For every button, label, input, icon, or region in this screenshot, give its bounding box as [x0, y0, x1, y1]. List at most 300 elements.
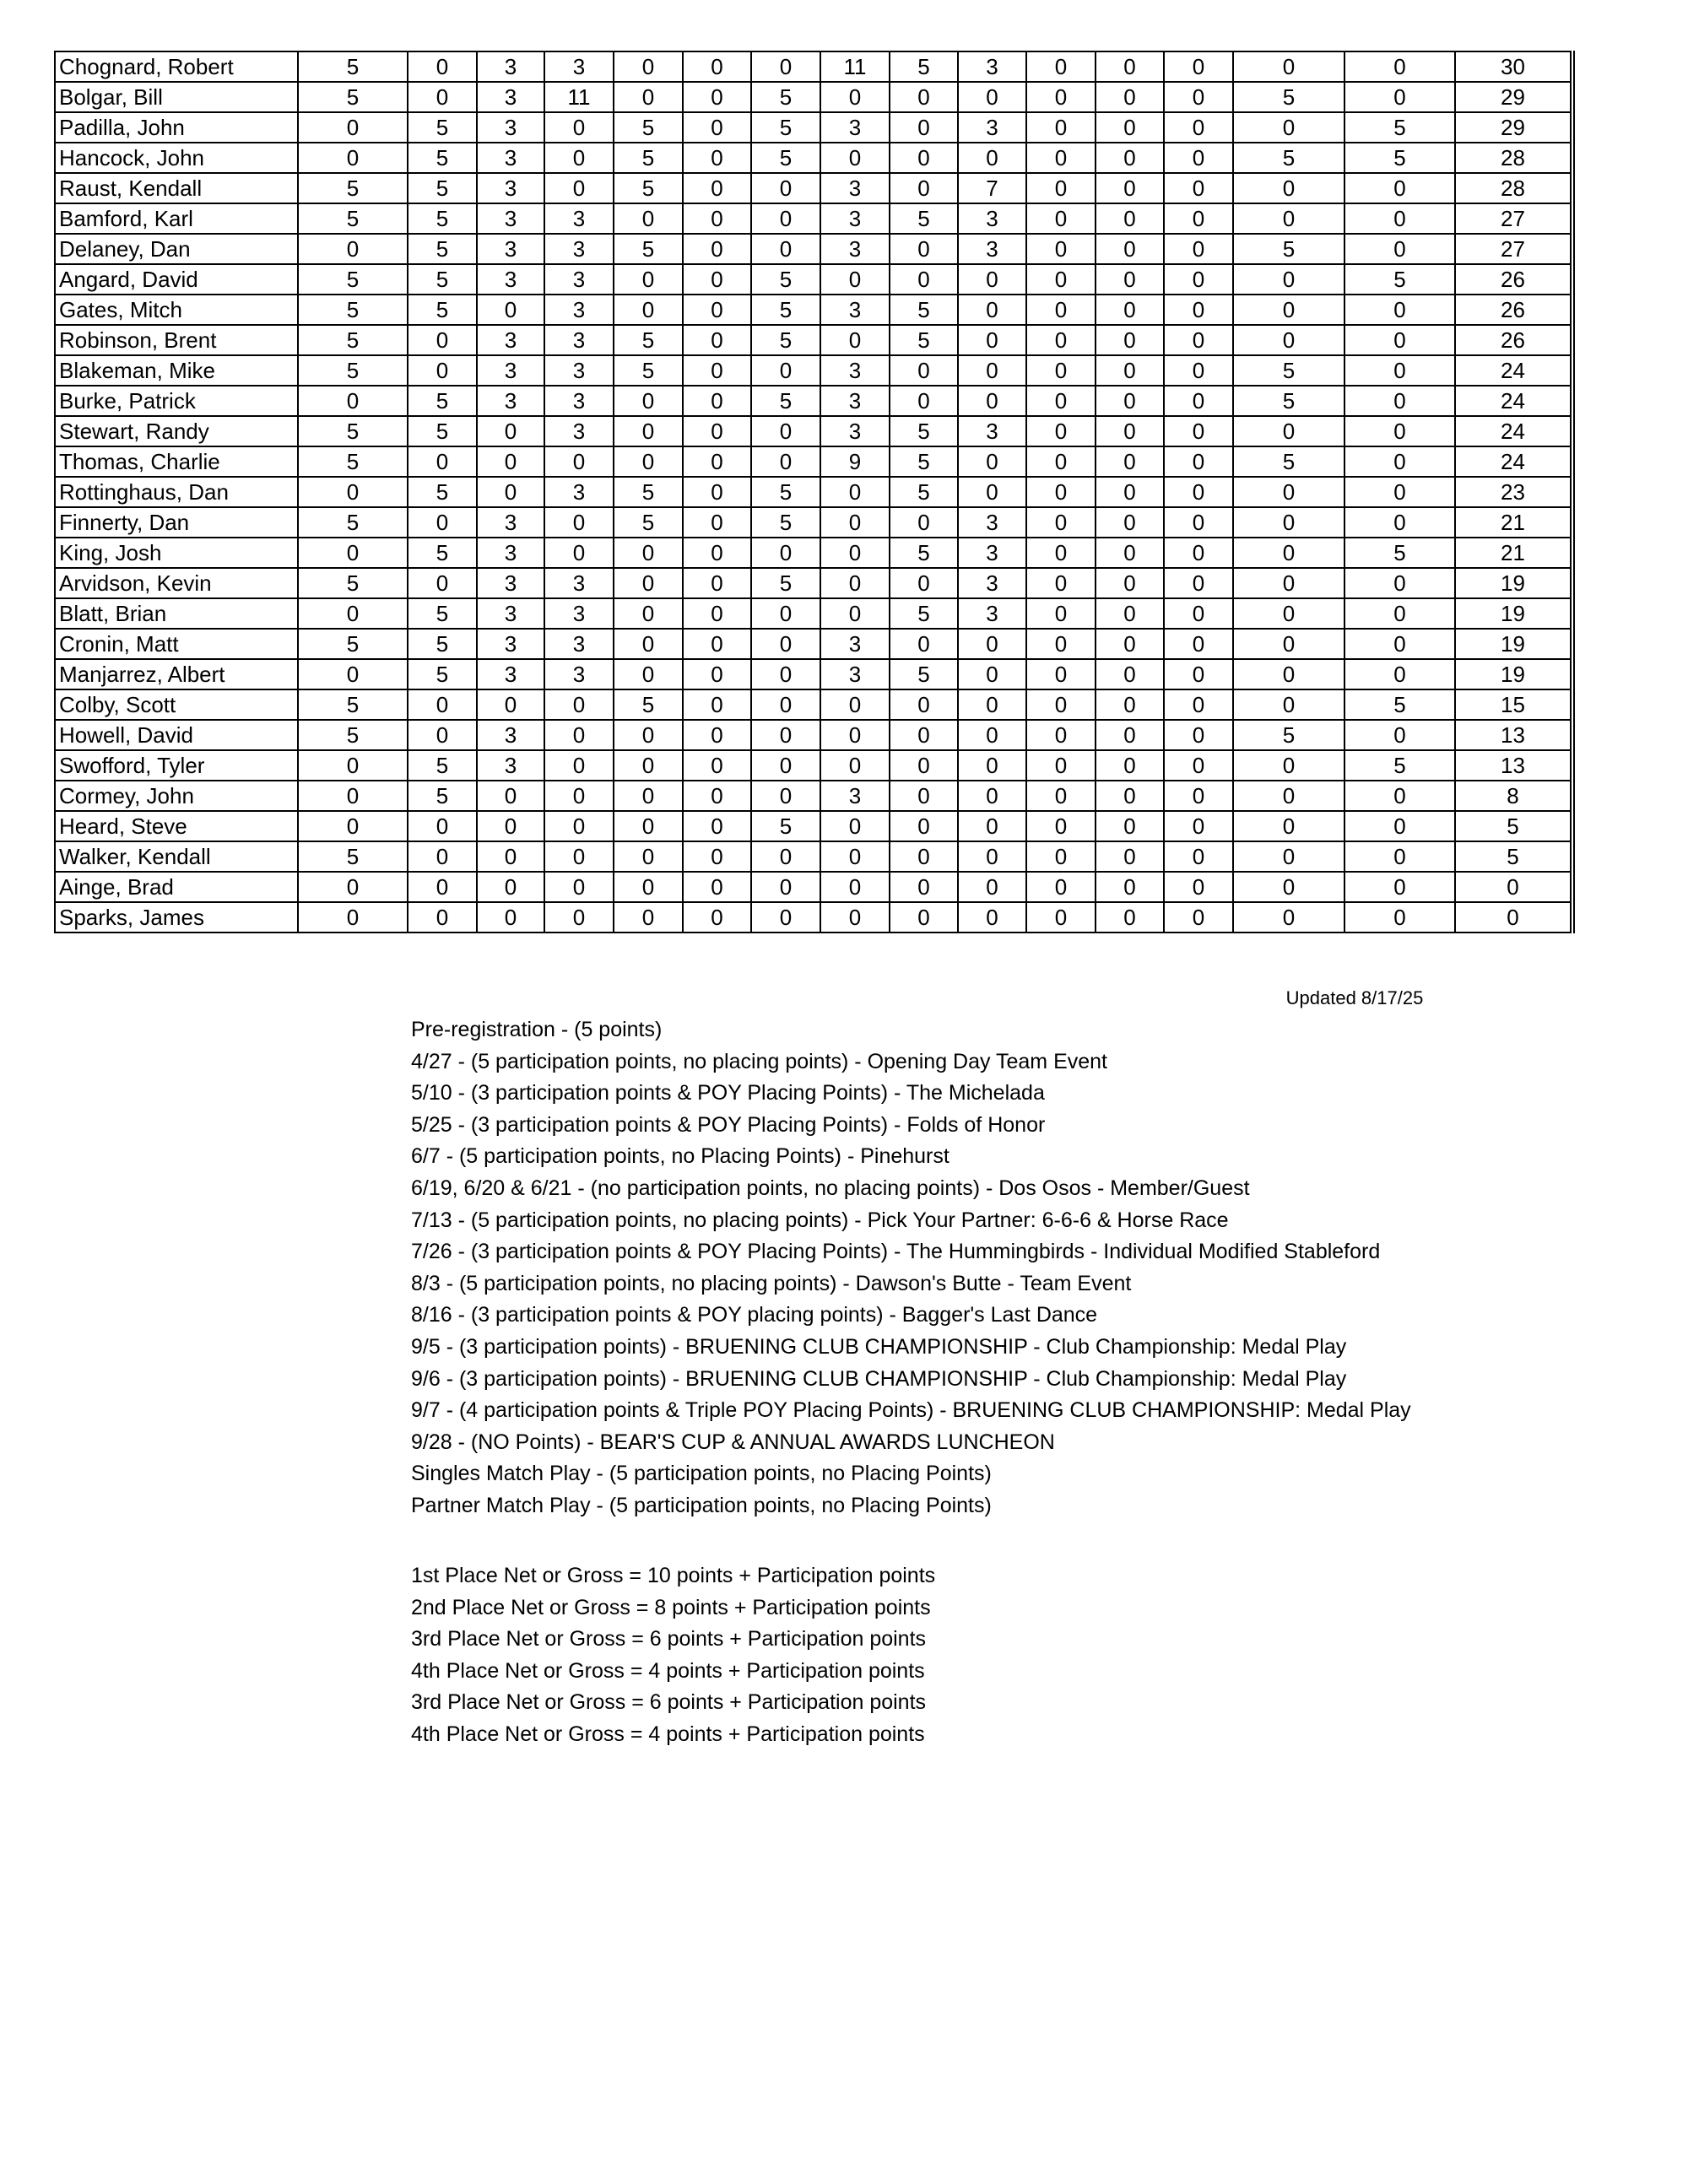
event-points-cell: 5: [1233, 143, 1344, 173]
updated-date-note: Updated 8/17/25: [1285, 987, 1424, 1008]
event-points-cell: 3: [477, 355, 544, 386]
event-points-cell: 0: [683, 811, 751, 841]
event-points-cell: 0: [1096, 295, 1164, 325]
event-points-cell: 0: [1164, 538, 1233, 568]
event-points-cell: 0: [1164, 82, 1233, 112]
event-points-cell: 0: [614, 295, 683, 325]
table-row: [55, 659, 1572, 689]
event-points-cell: 0: [1096, 325, 1164, 355]
total-points-cell: 19: [1455, 598, 1572, 629]
event-points-cell: 3: [544, 386, 614, 416]
event-points-cell: 5: [890, 51, 958, 82]
event-points-cell: 0: [1233, 689, 1344, 720]
event-points-cell: 3: [544, 568, 614, 598]
table-row: [55, 264, 1572, 295]
event-points-cell: 0: [683, 173, 751, 203]
event-points-cell: 0: [958, 659, 1026, 689]
event-points-cell: 0: [958, 446, 1026, 477]
event-points-cell: 0: [958, 325, 1026, 355]
event-points-cell: 0: [1233, 416, 1344, 446]
player-name-cell: Heard, Steve: [55, 811, 298, 841]
event-points-cell: 5: [890, 325, 958, 355]
event-points-cell: 3: [820, 112, 890, 143]
event-points-cell: 5: [408, 659, 477, 689]
event-points-cell: 0: [890, 82, 958, 112]
event-points-cell: 0: [1164, 902, 1233, 933]
event-points-cell: 3: [477, 720, 544, 750]
event-points-cell: 5: [614, 173, 683, 203]
event-points-cell: 5: [890, 659, 958, 689]
event-points-cell: 5: [298, 325, 408, 355]
event-points-cell: 0: [751, 720, 820, 750]
event-points-cell: 3: [477, 538, 544, 568]
event-points-cell: 0: [1344, 416, 1455, 446]
event-points-cell: 5: [298, 841, 408, 872]
player-name-cell: Hancock, John: [55, 143, 298, 173]
event-points-cell: 5: [298, 82, 408, 112]
total-points-cell: 19: [1455, 568, 1572, 598]
player-name-cell: Burke, Patrick: [55, 386, 298, 416]
event-points-cell: 0: [298, 477, 408, 507]
event-points-cell: 0: [820, 750, 890, 781]
event-points-cell: 3: [544, 598, 614, 629]
event-points-cell: 3: [958, 538, 1026, 568]
event-points-cell: 5: [408, 295, 477, 325]
event-points-cell: 0: [1233, 264, 1344, 295]
event-points-cell: 5: [890, 203, 958, 234]
event-points-cell: 3: [544, 234, 614, 264]
event-points-cell: 0: [1026, 477, 1096, 507]
event-points-cell: 0: [958, 82, 1026, 112]
event-points-cell: 0: [683, 143, 751, 173]
event-points-cell: 0: [1026, 841, 1096, 872]
event-points-cell: 0: [820, 872, 890, 902]
standings-table: [54, 51, 1575, 933]
event-points-cell: 3: [544, 659, 614, 689]
event-points-cell: 0: [298, 750, 408, 781]
table-row: [55, 568, 1572, 598]
event-points-cell: 5: [1344, 750, 1455, 781]
event-points-cell: 0: [751, 598, 820, 629]
total-points-cell: 19: [1455, 629, 1572, 659]
event-points-cell: 0: [683, 325, 751, 355]
event-points-cell: 3: [958, 203, 1026, 234]
event-points-cell: 5: [751, 811, 820, 841]
table-row: [55, 872, 1572, 902]
event-points-cell: 5: [890, 446, 958, 477]
event-schedule-item: 7/13 - (5 participation points, no placing points) - Pick Your Partner: 6-6-6 & Horse Race: [411, 1208, 1229, 1232]
event-points-cell: 0: [544, 811, 614, 841]
event-points-cell: 0: [544, 112, 614, 143]
event-points-cell: 0: [683, 538, 751, 568]
event-points-cell: 0: [1096, 720, 1164, 750]
event-points-cell: 5: [1233, 234, 1344, 264]
event-points-cell: 0: [1233, 750, 1344, 781]
event-points-cell: 0: [298, 112, 408, 143]
event-points-cell: 3: [820, 629, 890, 659]
event-points-cell: 0: [1233, 173, 1344, 203]
event-points-cell: 0: [958, 781, 1026, 811]
event-points-cell: 0: [1164, 416, 1233, 446]
table-row: [55, 203, 1572, 234]
event-points-cell: 3: [958, 234, 1026, 264]
placing-points-list: [411, 1560, 935, 1751]
event-points-cell: 0: [1233, 568, 1344, 598]
event-points-cell: 0: [614, 51, 683, 82]
event-points-cell: 0: [408, 872, 477, 902]
event-points-cell: 0: [1026, 173, 1096, 203]
event-points-cell: 0: [683, 416, 751, 446]
table-row: [55, 689, 1572, 720]
event-points-cell: 0: [1233, 325, 1344, 355]
event-points-cell: 0: [1164, 781, 1233, 811]
table-row: [55, 811, 1572, 841]
event-points-cell: 0: [1096, 416, 1164, 446]
event-points-cell: 0: [890, 234, 958, 264]
table-row: [55, 720, 1572, 750]
standings-body: [55, 51, 1572, 933]
event-points-cell: 0: [1096, 598, 1164, 629]
player-name-cell: Cormey, John: [55, 781, 298, 811]
event-points-cell: 3: [820, 355, 890, 386]
event-points-cell: 3: [958, 598, 1026, 629]
player-name-cell: Walker, Kendall: [55, 841, 298, 872]
placing-points-item: 2nd Place Net or Gross = 8 points + Participation points: [411, 1595, 931, 1619]
event-points-cell: 5: [890, 598, 958, 629]
event-points-cell: 0: [408, 568, 477, 598]
event-points-cell: 0: [751, 355, 820, 386]
event-points-cell: 0: [1026, 416, 1096, 446]
event-points-cell: 0: [1233, 203, 1344, 234]
event-points-cell: 0: [1344, 659, 1455, 689]
player-name-cell: Colby, Scott: [55, 689, 298, 720]
placing-points-item: 4th Place Net or Gross = 4 points + Participation points: [411, 1658, 925, 1683]
event-points-cell: 0: [477, 902, 544, 933]
event-points-cell: 3: [477, 386, 544, 416]
player-name-cell: Padilla, John: [55, 112, 298, 143]
event-points-cell: 0: [751, 750, 820, 781]
event-schedule-item: 8/16 - (3 participation points & POY placing points) - Bagger's Last Dance: [411, 1303, 1098, 1327]
event-schedule-item: 4/27 - (5 participation points, no placing points) - Opening Day Team Event: [411, 1049, 1107, 1073]
event-points-cell: 0: [1164, 629, 1233, 659]
event-points-cell: 0: [890, 902, 958, 933]
event-points-cell: 0: [820, 325, 890, 355]
event-points-cell: 5: [1344, 264, 1455, 295]
event-points-cell: 0: [1344, 811, 1455, 841]
event-points-cell: 5: [751, 112, 820, 143]
event-points-cell: 0: [1233, 598, 1344, 629]
event-points-cell: 0: [751, 234, 820, 264]
event-points-cell: 0: [683, 446, 751, 477]
total-points-cell: 13: [1455, 720, 1572, 750]
event-points-cell: 0: [1096, 689, 1164, 720]
event-schedule-item: 8/3 - (5 participation points, no placing points) - Dawson's Butte - Team Event: [411, 1271, 1132, 1295]
event-points-cell: 0: [477, 872, 544, 902]
placing-points-item: 3rd Place Net or Gross = 6 points + Participation points: [411, 1690, 927, 1715]
event-points-cell: 0: [683, 689, 751, 720]
event-points-cell: 3: [477, 264, 544, 295]
event-points-cell: 0: [1344, 629, 1455, 659]
event-points-cell: 0: [1164, 325, 1233, 355]
event-points-cell: 0: [683, 841, 751, 872]
event-points-cell: 0: [683, 477, 751, 507]
event-points-cell: 3: [477, 112, 544, 143]
event-points-cell: 0: [683, 51, 751, 82]
event-points-cell: 3: [544, 264, 614, 295]
event-points-cell: 0: [614, 598, 683, 629]
event-points-cell: 0: [1026, 112, 1096, 143]
event-points-cell: 0: [820, 902, 890, 933]
total-points-cell: 30: [1455, 51, 1572, 82]
event-points-cell: 5: [298, 203, 408, 234]
event-points-cell: 5: [408, 781, 477, 811]
player-name-cell: Ainge, Brad: [55, 872, 298, 902]
event-points-cell: 0: [958, 872, 1026, 902]
event-points-cell: 0: [1096, 811, 1164, 841]
event-points-cell: 0: [1026, 264, 1096, 295]
event-points-cell: 0: [408, 325, 477, 355]
event-points-cell: 0: [683, 234, 751, 264]
event-points-cell: 0: [1164, 689, 1233, 720]
event-points-cell: 0: [1026, 659, 1096, 689]
event-points-cell: 0: [1026, 446, 1096, 477]
event-points-cell: 0: [614, 264, 683, 295]
player-name-cell: Manjarrez, Albert: [55, 659, 298, 689]
event-points-cell: 0: [820, 82, 890, 112]
event-points-cell: 0: [1344, 841, 1455, 872]
event-points-cell: 0: [1096, 872, 1164, 902]
event-points-cell: 0: [298, 781, 408, 811]
event-points-cell: 0: [298, 659, 408, 689]
event-points-cell: 0: [820, 568, 890, 598]
total-points-cell: 5: [1455, 841, 1572, 872]
event-points-cell: 0: [544, 143, 614, 173]
event-points-cell: 0: [1344, 51, 1455, 82]
event-points-cell: 3: [544, 629, 614, 659]
event-points-cell: 5: [408, 477, 477, 507]
event-points-cell: 5: [408, 629, 477, 659]
event-schedule-item: 9/6 - (3 participation points) - BRUENING CLUB CHAMPIONSHIP - Club Championship: Medal Play: [411, 1366, 1347, 1391]
event-points-cell: 5: [408, 598, 477, 629]
event-points-cell: 3: [477, 750, 544, 781]
event-points-cell: 0: [1344, 446, 1455, 477]
event-points-cell: 0: [751, 629, 820, 659]
event-points-cell: 3: [544, 355, 614, 386]
event-points-cell: 0: [1164, 295, 1233, 325]
event-points-cell: 0: [544, 781, 614, 811]
event-points-cell: 0: [544, 720, 614, 750]
event-points-cell: 5: [298, 264, 408, 295]
event-points-cell: 5: [890, 538, 958, 568]
event-points-cell: 0: [614, 446, 683, 477]
event-points-cell: 0: [1096, 264, 1164, 295]
event-points-cell: 0: [614, 82, 683, 112]
event-points-cell: 0: [1026, 689, 1096, 720]
event-points-cell: 0: [1026, 295, 1096, 325]
event-schedule-item: 9/5 - (3 participation points) - BRUENING CLUB CHAMPIONSHIP - Club Championship: Medal Play: [411, 1334, 1347, 1359]
table-row: [55, 386, 1572, 416]
player-name-cell: Stewart, Randy: [55, 416, 298, 446]
event-points-cell: 0: [890, 689, 958, 720]
event-points-cell: 0: [751, 781, 820, 811]
event-points-cell: 5: [614, 689, 683, 720]
total-points-cell: 13: [1455, 750, 1572, 781]
event-points-cell: 0: [890, 507, 958, 538]
event-points-cell: 3: [958, 51, 1026, 82]
event-points-cell: 0: [820, 264, 890, 295]
table-row: [55, 629, 1572, 659]
player-name-cell: King, Josh: [55, 538, 298, 568]
event-points-cell: 5: [298, 173, 408, 203]
table-row: [55, 143, 1572, 173]
event-points-cell: 0: [614, 386, 683, 416]
event-points-cell: 0: [1026, 82, 1096, 112]
event-points-cell: 3: [477, 629, 544, 659]
event-points-cell: 0: [614, 781, 683, 811]
event-points-cell: 0: [683, 82, 751, 112]
event-points-cell: 0: [408, 720, 477, 750]
event-points-cell: 3: [477, 143, 544, 173]
total-points-cell: 27: [1455, 203, 1572, 234]
table-row: [55, 446, 1572, 477]
event-points-cell: 0: [1026, 51, 1096, 82]
event-points-cell: 0: [1344, 325, 1455, 355]
event-points-cell: 0: [1164, 507, 1233, 538]
event-points-cell: 0: [1233, 538, 1344, 568]
event-points-cell: 0: [751, 173, 820, 203]
event-points-cell: 0: [890, 720, 958, 750]
event-points-cell: 3: [544, 295, 614, 325]
event-points-cell: 0: [1164, 598, 1233, 629]
event-points-cell: 5: [1344, 112, 1455, 143]
event-schedule-item: 9/28 - (NO Points) - BEAR'S CUP & ANNUAL AWARDS LUNCHEON: [411, 1430, 1055, 1454]
event-points-cell: 0: [1344, 507, 1455, 538]
event-points-cell: 0: [890, 841, 958, 872]
event-schedule-item: 9/7 - (4 participation points & Triple POY Placing Points) - BRUENING CLUB CHAMPIONSHIP: Medal Play: [411, 1398, 1411, 1423]
event-points-cell: 0: [1344, 598, 1455, 629]
event-points-cell: 3: [477, 507, 544, 538]
event-points-cell: 0: [1164, 872, 1233, 902]
total-points-cell: 0: [1455, 872, 1572, 902]
event-points-cell: 0: [958, 386, 1026, 416]
event-points-cell: 0: [1096, 659, 1164, 689]
event-points-cell: 0: [890, 386, 958, 416]
table-row: [55, 902, 1572, 933]
event-points-cell: 0: [958, 689, 1026, 720]
event-points-cell: 0: [751, 416, 820, 446]
total-points-cell: 29: [1455, 112, 1572, 143]
event-points-cell: 0: [820, 811, 890, 841]
event-points-cell: 0: [1096, 750, 1164, 781]
event-points-cell: 5: [1344, 143, 1455, 173]
total-points-cell: 21: [1455, 538, 1572, 568]
event-points-cell: 0: [1164, 720, 1233, 750]
event-points-cell: 0: [1344, 355, 1455, 386]
event-points-cell: 0: [683, 902, 751, 933]
event-points-cell: 0: [890, 143, 958, 173]
event-points-cell: 5: [751, 477, 820, 507]
event-points-cell: 5: [298, 355, 408, 386]
event-points-cell: 0: [1026, 203, 1096, 234]
event-points-cell: 5: [614, 234, 683, 264]
event-points-cell: 0: [683, 386, 751, 416]
event-points-cell: 0: [1164, 203, 1233, 234]
total-points-cell: 26: [1455, 295, 1572, 325]
event-points-cell: 0: [1233, 51, 1344, 82]
event-points-cell: 5: [408, 173, 477, 203]
event-points-cell: 5: [298, 446, 408, 477]
player-name-cell: Bolgar, Bill: [55, 82, 298, 112]
placing-points-item: 4th Place Net or Gross = 4 points + Participation points: [411, 1722, 925, 1746]
event-points-cell: 0: [298, 234, 408, 264]
event-points-cell: 0: [1096, 355, 1164, 386]
event-points-cell: 0: [1233, 112, 1344, 143]
event-points-cell: 0: [477, 477, 544, 507]
event-points-cell: 0: [751, 872, 820, 902]
event-schedule-item: 5/10 - (3 participation points & POY Placing Points) - The Michelada: [411, 1081, 1045, 1106]
event-points-cell: 0: [1096, 234, 1164, 264]
event-points-cell: 0: [1026, 538, 1096, 568]
total-points-cell: 26: [1455, 264, 1572, 295]
event-points-cell: 0: [683, 750, 751, 781]
event-points-cell: 0: [683, 112, 751, 143]
event-points-cell: 0: [1164, 355, 1233, 386]
event-points-cell: 0: [751, 446, 820, 477]
event-points-cell: 0: [477, 781, 544, 811]
event-points-cell: 0: [683, 203, 751, 234]
event-points-cell: 0: [614, 659, 683, 689]
event-points-cell: 3: [958, 112, 1026, 143]
event-points-cell: 0: [408, 51, 477, 82]
table-row: [55, 295, 1572, 325]
event-points-cell: 5: [298, 629, 408, 659]
event-points-cell: 0: [958, 720, 1026, 750]
player-name-cell: Howell, David: [55, 720, 298, 750]
event-points-cell: 3: [820, 203, 890, 234]
event-points-cell: 3: [477, 82, 544, 112]
event-points-cell: 7: [958, 173, 1026, 203]
event-points-cell: 0: [1096, 538, 1164, 568]
event-points-cell: 3: [820, 295, 890, 325]
total-points-cell: 29: [1455, 82, 1572, 112]
event-schedule-list: [411, 1014, 1411, 1522]
event-points-cell: 0: [544, 507, 614, 538]
event-points-cell: 0: [958, 143, 1026, 173]
event-points-cell: 3: [477, 51, 544, 82]
event-points-cell: 5: [614, 355, 683, 386]
event-points-cell: 5: [408, 386, 477, 416]
event-points-cell: 0: [1164, 477, 1233, 507]
table-row: [55, 325, 1572, 355]
table-row: [55, 416, 1572, 446]
event-points-cell: 0: [1096, 446, 1164, 477]
player-name-cell: Thomas, Charlie: [55, 446, 298, 477]
event-points-cell: 0: [544, 173, 614, 203]
table-row: [55, 841, 1572, 872]
event-points-cell: 0: [544, 750, 614, 781]
event-points-cell: 0: [890, 112, 958, 143]
event-points-cell: 5: [408, 264, 477, 295]
event-points-cell: 0: [958, 902, 1026, 933]
event-points-cell: 0: [1164, 234, 1233, 264]
event-points-cell: 5: [751, 143, 820, 173]
event-points-cell: 0: [544, 689, 614, 720]
event-points-cell: 0: [890, 811, 958, 841]
event-points-cell: 0: [751, 203, 820, 234]
total-points-cell: 27: [1455, 234, 1572, 264]
event-points-cell: 0: [477, 841, 544, 872]
event-points-cell: 0: [683, 568, 751, 598]
